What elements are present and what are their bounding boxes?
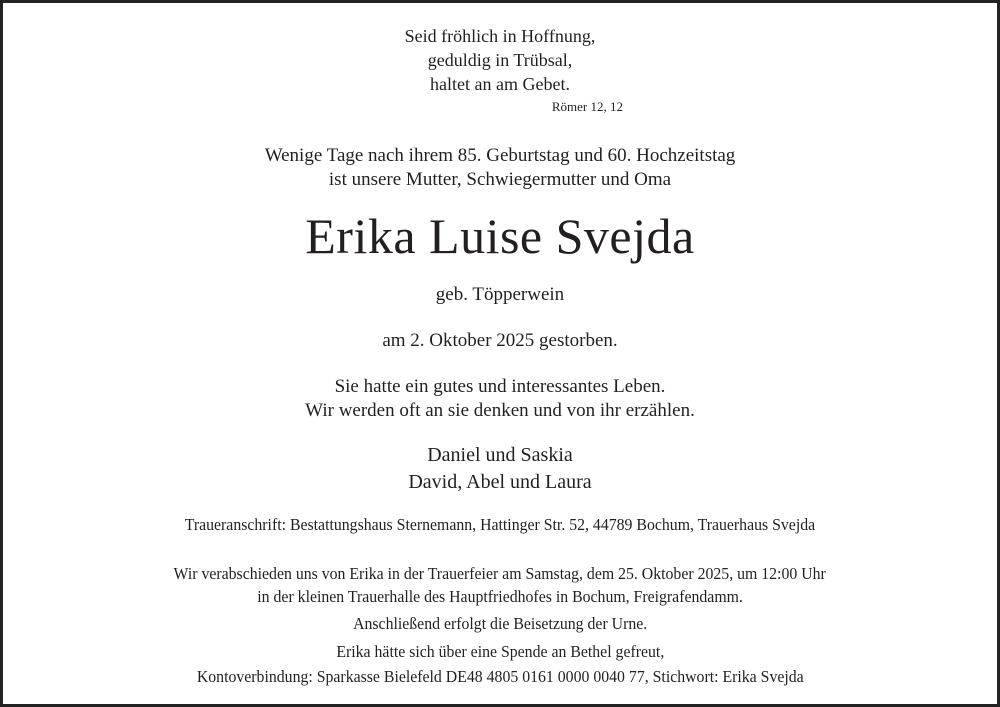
memory-line-2: Wir werden oft an sie denken und von ihr erzählen. [305,400,695,421]
intro-line-2: ist unsere Mutter, Schwiegermutter und Oma [328,169,672,190]
address-text: Traueranschrift: Bestattungshaus Sternemann, Hattinger Str. 52, 44789 Bochum, Trauerhaus Svejda [184,515,816,534]
family-line-1: Daniel und Saskia [427,444,573,466]
donation-line-2 [3,667,997,687]
address-line [3,515,997,535]
verse-reference: Römer 12, 12 [551,99,623,114]
verse-line-3: haltet an am Gebet. [430,74,570,94]
family-line-2: David, Abel und Laura [408,471,592,493]
ceremony-line-3 [3,614,997,634]
death-date-line: am 2. Oktober 2025 gestorben. [382,330,618,351]
donation-text-1: Erika hätte sich über eine Spende an Bethel gefreut, [336,642,664,661]
verse-line-2: geduldig in Trübsal, [427,50,573,70]
memory-line-1: Sie hatte ein gutes und interessantes Leben. [334,376,666,397]
ceremony-line-1 [3,564,997,584]
ceremony-text-3: Anschließend erfolgt die Beisetzung der Urne. [352,614,648,633]
donation-text-2: Kontoverbindung: Sparkasse Bielefeld DE48 4805 0161 0000 0040 77, Stichwort: Erika Svejda [196,667,804,686]
verse-line-1: Seid fröhlich in Hoffnung, [404,26,596,46]
intro-line-1: Wenige Tage nach ihrem 85. Geburtstag und 60. Hochzeitstag [264,145,736,166]
ceremony-line-2 [3,587,997,607]
deceased-name: Erika Luise Svejda [305,208,695,264]
ceremony-text-2: in der kleinen Trauerhalle des Hauptfriedhofes in Bochum, Freigrafendamm. [257,587,743,606]
maiden-name: geb. Töpperwein [435,284,565,305]
donation-line-1 [3,642,997,662]
ceremony-text-1: Wir verabschieden uns von Erika in der Trauerfeier am Samstag, dem 25. Oktober 2025, um 12:00 Uhr [173,564,827,583]
